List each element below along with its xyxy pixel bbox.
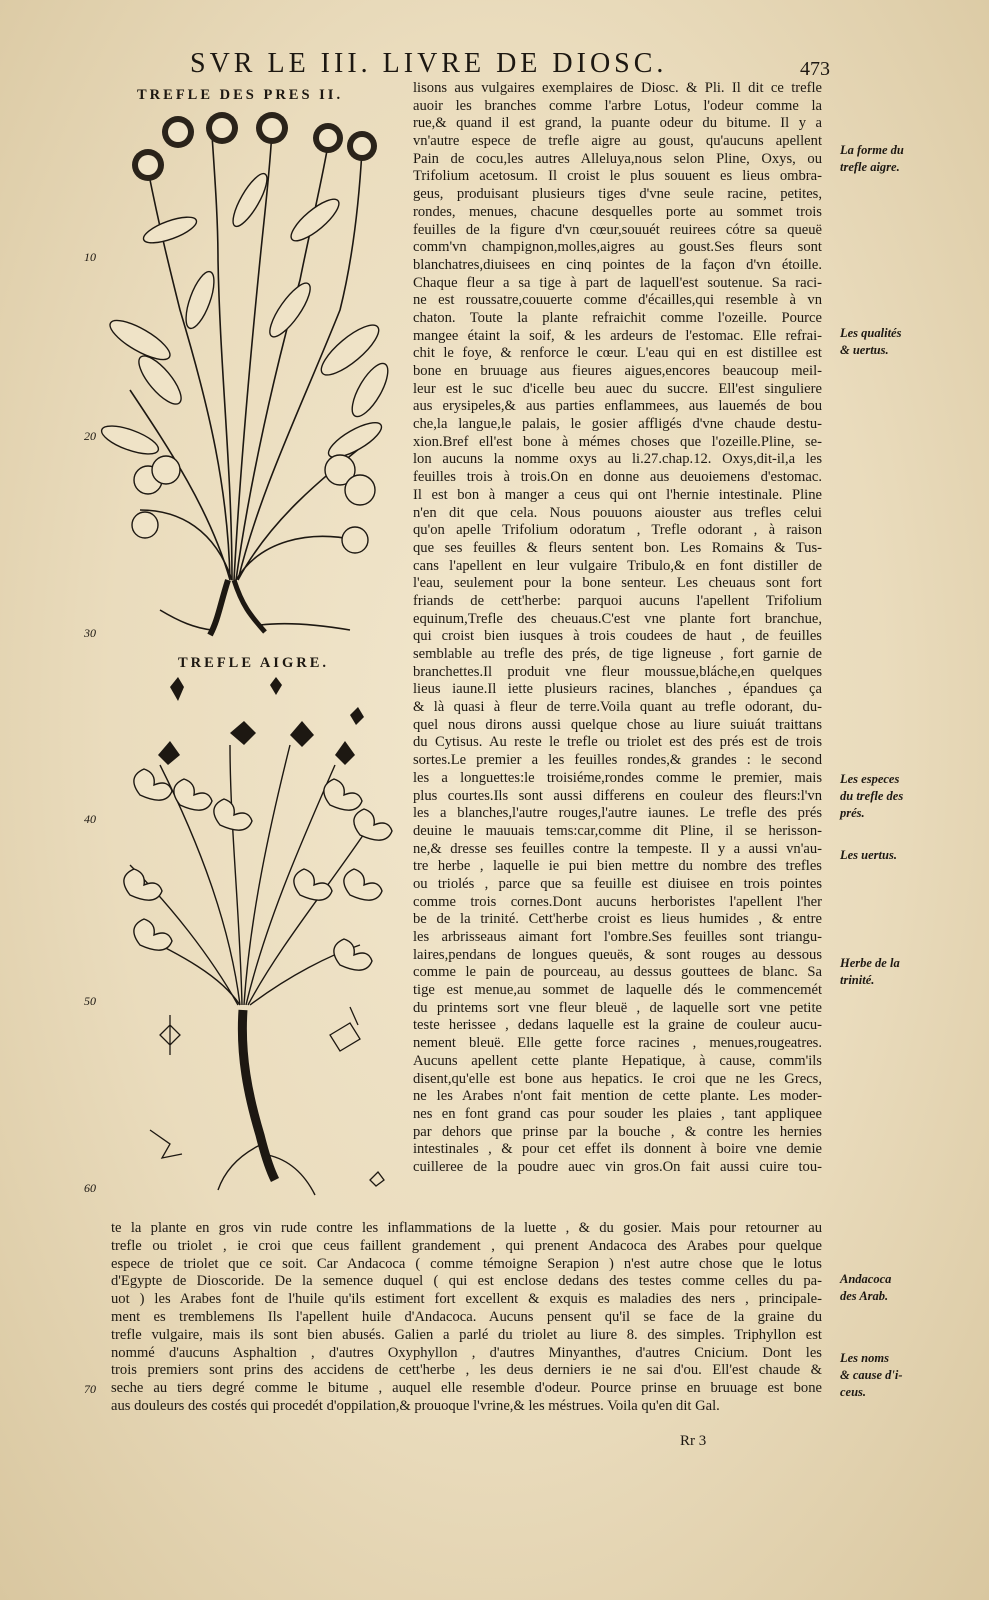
text-line: ou triolés , parce que sa feuille est diuisee en trois pointes [413,875,822,892]
text-line: che,la langue,le palais, le gosier affligés d'vne chaude destu- [413,416,822,433]
text-line: seche au tiers degré comme le bitume , auquel elle resemble d'odeur. Pource prinse en bruuage est bone [111,1380,822,1397]
text-line: qui croist bien iusques à trois coudees de haut , de feuilles [413,628,822,645]
line-number: 40 [84,812,96,826]
marginal-note: Andacoca des Arab. [840,1272,892,1303]
text-line: friands de cett'herbe: parquoi aucuns l'apellent Trifolium [413,592,822,609]
text-line: les a longuettes:le troisiéme,rondes comme le premier, mais [413,769,822,786]
text-line: espece de triolet que ce soit. Car Andacoca ( comme témoigne Serapion ) n'est autre chose que le lotus [111,1255,822,1272]
text-line: ne,& dresse ses feuilles contre la tempeste. Il y a aussi vn'au- [413,840,822,857]
text-line: d'Egypte de Dioscoride. De la semence duquel ( qui est enclose dedans des testes comme celles du pa- [111,1273,822,1290]
text-line: n'en dit que cela. Nous pouuons aiouster aus trefles celui [413,504,822,521]
text-line: rondes, menues, chacune desquelles porte au sommet trois [413,203,822,220]
marginal-note: La forme du trefle aigre. [840,143,904,174]
figure-caption-trefle-aigre: TREFLE AIGRE. [178,655,329,671]
text-line: Chaque fleur a sa tige à part de laquell'est soutenue. Sa raci- [413,274,822,291]
text-line: laires,pendans de longues queuës, & sont rouges au dessous [413,946,822,963]
line-number: 10 [84,250,96,264]
text-line: plus courtes.Ils sont aussi differens en couleur des fleurs:l'vn [413,787,822,804]
text-line: rue,& quand il est grand, la puante odeur du bitume. Il y a [413,115,822,132]
text-line: xion.Bref ell'est bone à mémes choses que l'ozeille.Pline, se- [413,433,822,450]
full-width-text [111,1220,822,1416]
text-line: du Cytisus. Au reste le trefle ou triolet est des prés est de trois [413,734,822,751]
text-line [413,1177,822,1195]
line-number: 60 [84,1181,96,1195]
text-line: trois premiers sont prins des accidens de cett'herbe , les deus derniers ie ne sai d'ou. Ell'est chaude & [111,1362,822,1379]
marginal-note: Les uertus. [840,848,897,862]
text-line: du printems sort vne fleur bleuë , de laquelle sort vne petite [413,999,822,1016]
text-line: quel nous dirons aussi quelque chose au liure suiuát traittans [413,716,822,733]
line-number: 50 [84,994,96,1008]
page-number: 473 [800,58,830,80]
text-line: feuilles de la figure d'vn cœur,souuét reuirees cótre sa queuë [413,221,822,238]
text-line: Pain de cocu,les autres Alleluya,nous selon Pline, Oxys, ou [413,150,822,167]
text-line: auoir les branches comme l'arbre Lotus, l'odeur comme la [413,97,822,114]
text-line: nommé d'aucuns Asphaltion , d'autres Oxyphyllon , d'autres Minyanthes, d'autres Cnicium. Dont les [111,1344,822,1361]
text-line: Aucuns apellent cette plante Hepatique, à cause, comm'ils [413,1052,822,1069]
text-line: te la plante en gros vin rude contre les inflammations de la luette , & du gosier. Mais pour retourner au [111,1220,822,1236]
text-line: les arbrisseaus aimant fort l'ombre.Ses feuilles sont triangu- [413,929,822,945]
main-text-column [413,80,822,1194]
text-line: blanchatres,diuisees en cinq pointes de la façon d'vn étoille. [413,256,822,273]
text-line: uot ) les Arabes font de l'huile qu'ils estiment fort excellent & exquis es maladies des ners , principale- [111,1291,822,1308]
text-line: be de la trinité. Cett'herbe croist es lieus humides , & entre [413,911,822,928]
woodcut-trefle-des-pres [100,110,400,640]
text-line: branchettes.Il produit vne fleur moussue,bláche,en quelques [413,663,822,680]
text-line: teste herissee , dedans laquelle est la graine de couleur aucu- [413,1017,822,1034]
text-line: lieus iaune.Il iette plusieurs racines, blanches , épandues ça [413,681,822,698]
text-line: chaton. Toute la plante refraichit comme l'ozeille. Pource [413,309,822,326]
text-line: ne les Arabes n'ont fait mention de cette plante. Les moder- [413,1088,822,1105]
text-line: les a blanches,l'autre rouges,l'autre iaunes. Le trefle des prés [413,805,822,822]
text-line: Il est bon à manger a ceus qui ont l'hernie intestinale. Pline [413,486,822,503]
marginal-note: Les especes du trefle des prés. [840,772,904,820]
text-line: sortes.Le premier a les feuilles rondes,& grandes : le second [413,752,822,769]
text-line: trefle vulgaire, mais ils sont bien abusés. Galien a parlé du triolet au liure 8. des simples. Triphyllon est [111,1326,822,1343]
text-line: cans l'apellent en leur vulgaire Tribulo,& en font distiller de [413,557,822,574]
text-line: feuilles trois à trois.On en donne aus deuoiemens d'estomac. [413,469,822,486]
text-line: Trifolium acetosum. Il croist le plus souuent es lieus ombra- [413,168,822,185]
text-line: geus, produisant plusieurs tiges d'vne seule racine, petites, [413,186,822,203]
text-line: tre herbe , laquelle ie pui bien mettre du nombre des trefles [413,858,822,875]
text-line: comme trois cornes.Dont aucuns herboristes l'apellent l'her [413,893,822,910]
text-line: equinum,Trefle des cheuaus.C'est vne plante fort branchue, [413,610,822,627]
text-line: lon aucuns la nomme oxys au li.27.chap.12. Oxys,dit-il,a les [413,451,822,468]
text-line: intestinales , & pour cet effet ils donnent à boire vne demie [413,1141,822,1158]
text-line: vn'autre espece de trefle aigre au goust, qu'aucuns apellent [413,133,822,150]
marginal-note: Herbe de la trinité. [840,956,900,987]
signature-mark: Rr 3 [680,1433,707,1449]
text-line: par dehors que prinse par la bouche , & contre les hernies [413,1123,822,1140]
text-line: semblable au trefle des prés, de tige ligneuse , fort garnie de [413,646,822,662]
woodcut-trefle-aigre [100,675,400,1205]
marginal-note: Les noms & cause d'i- ceus. [840,1351,903,1399]
figure-caption-trefle-des-pres: TREFLE DES PRES II. [137,87,344,103]
text-line: cuilleree de la poudre auec vin gros.On fait aussi cuire tou- [413,1158,822,1175]
text-line: comme le pain de pourceau, au dessus gouttees de blanc. Sa [413,964,822,981]
text-line: bone en bruuage aus fieures aigues,encores beaucoup meil- [413,363,822,379]
text-line: tige est menue,au sommet de laquelle dés le commencemét [413,982,822,999]
page-header [0,0,989,90]
text-line: mangee étaint la soif, & les ardeurs de l'estomac. Elle refrai- [413,327,822,344]
line-number: 30 [84,626,96,640]
text-line: l'eau, seulement pour la bone senteur. Les cheuaus sont fort [413,575,822,592]
text-line: aus erysipeles,& aus parties enflammees, aus lauemés de bou [413,398,822,415]
text-line: comm'vn champignon,molles,aigres au goust.Ses fleurs sont [413,239,822,256]
text-line: nement bleuë. Elle gette force racines , menues,rougeatres. [413,1035,822,1052]
text-line: disent,qu'elle est bone aus hepatics. Ie croi que ne les Grecs, [413,1070,822,1087]
text-line: & là quasi à fleur de terre.Voila quant au trefle odorant, du- [413,699,822,716]
marginal-note: Les qualités & uertus. [840,326,902,357]
text-line: lisons aus vulgaires exemplaires de Diosc. & Pli. Il dit ce trefle [413,80,822,96]
running-head: SVR LE III. LIVRE DE DIOSC. [190,48,668,79]
text-line: leur est le suc d'icelle beu auec du succre. Ell'est singuliere [413,380,822,397]
text-line: chit le foye, & renforce le cœur. L'eau qui en est distillee est [413,345,822,362]
text-line: qu'on apelle Trifolium odoratum , Trefle odorant , à raison [413,522,822,539]
text-line: nes en font grand cas pour souder les plaies , tant appliquee [413,1105,822,1122]
line-number: 70 [84,1382,96,1396]
text-line: ment es tremblemens Ils l'apellent huile d'Andacoca. Aucuns pensent qu'il se face de la graine du [111,1308,822,1325]
text-line: ne est roussatre,couuerte comme d'écailles,qui resemble à vn [413,292,822,309]
text-line: que ses feuilles & fleurs sentent bon. Les Romains & Tus- [413,539,822,556]
text-line: trefle ou triolet , ie croi que ceus faillent grandement , qui prenent Andacoca des Arabes pour quelque [111,1237,822,1254]
text-line: aus douleurs des costés qui procedét d'oppilation,& prouoque l'vrine,& les méstrues. Voila qu'en dit Gal. [111,1397,720,1414]
line-number: 20 [84,429,96,443]
text-line: deuine le mauuais tems:car,comme dit Pline, il se herisson- [413,822,822,839]
